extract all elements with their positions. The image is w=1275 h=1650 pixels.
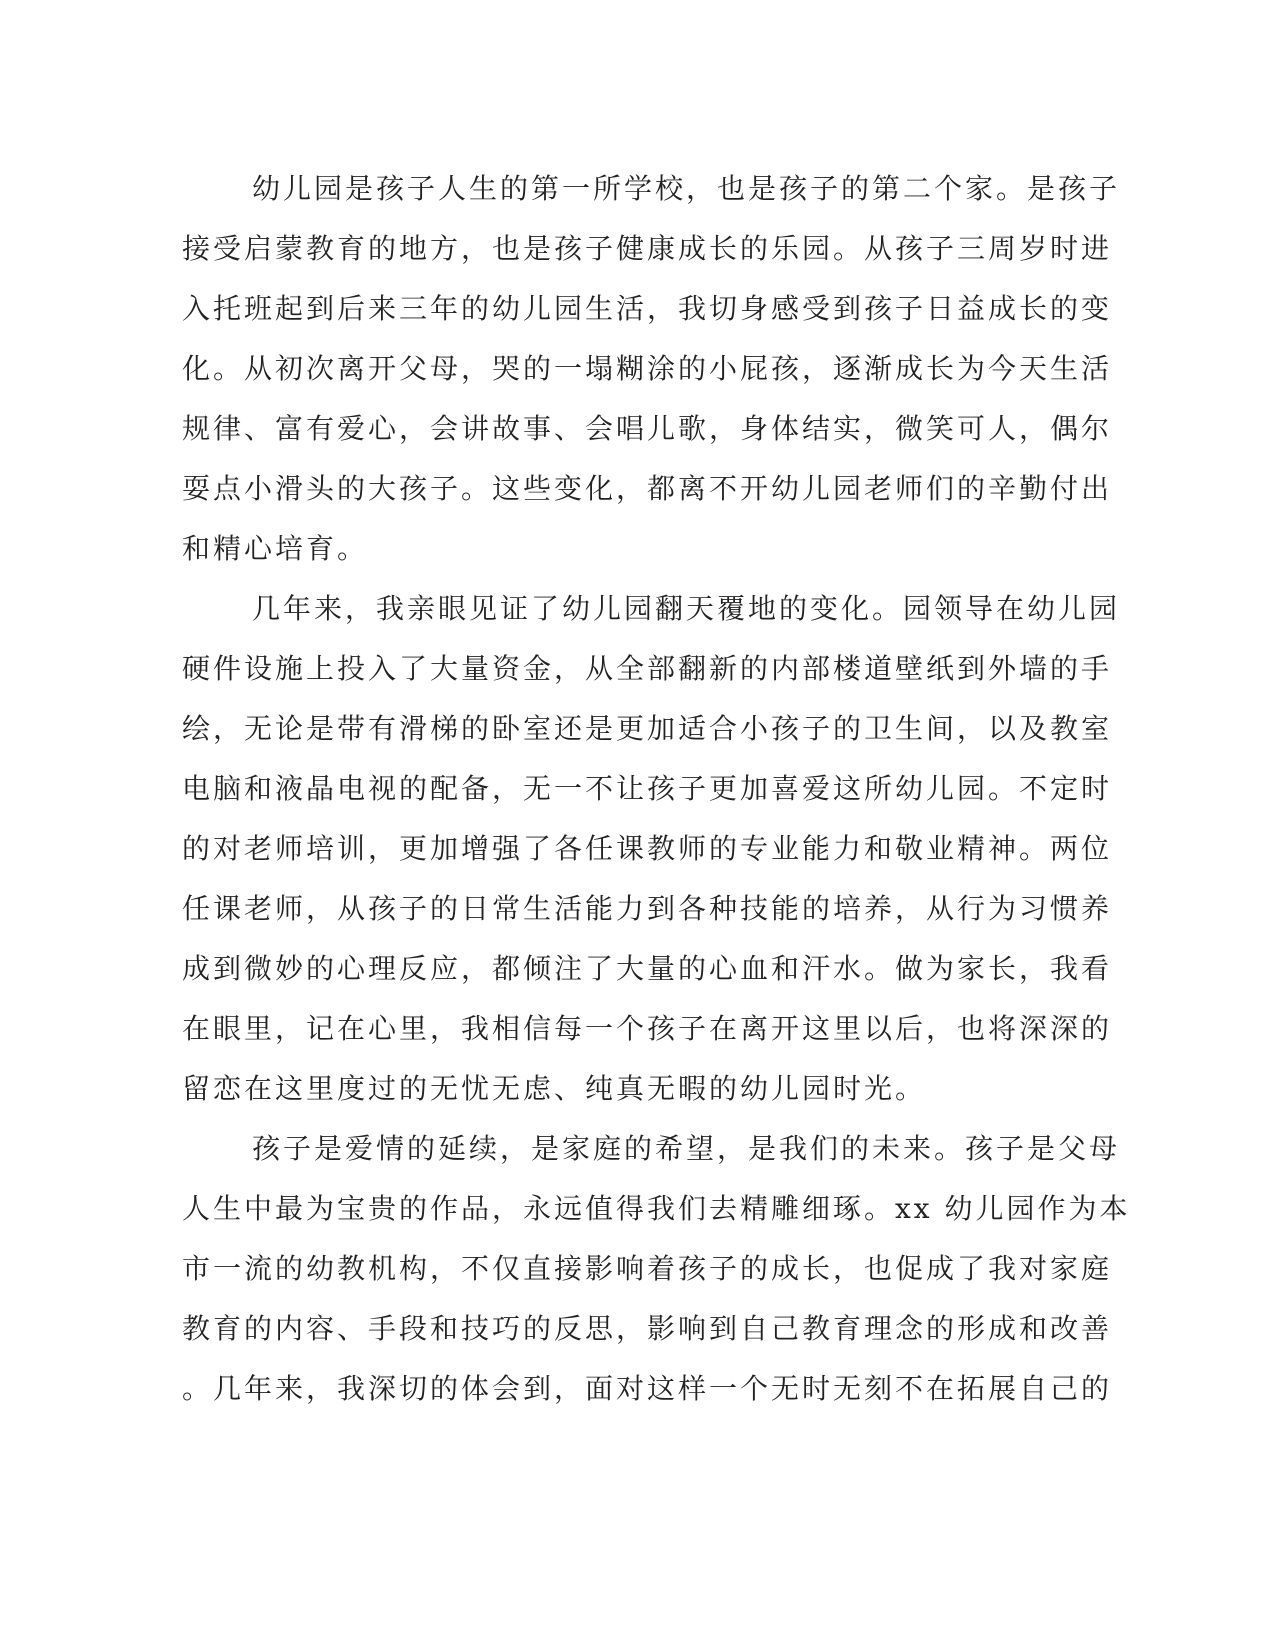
paragraph-2-line-3: 绘，无论是带有滑梯的卧室还是更加适合小孩子的卫生间，以及教室 bbox=[182, 712, 1113, 745]
paragraph-2-line-4: 电脑和液晶电视的配备，无一不让孩子更加喜爱这所幼儿园。不定时 bbox=[182, 772, 1113, 805]
paragraph-2-line-5: 的对老师培训，更加增强了各任课教师的专业能力和敬业精神。两位 bbox=[182, 832, 1113, 865]
paragraph-2-line-1: 几年来，我亲眼见证了幼儿园翻天覆地的变化。园领导在幼儿园 bbox=[252, 592, 1121, 625]
paragraph-2-line-8: 在眼里，记在心里，我相信每一个孩子在离开这里以后，也将深深的 bbox=[182, 1012, 1113, 1045]
paragraph-1-line-2: 接受启蒙教育的地方，也是孩子健康成长的乐园。从孩子三周岁时进 bbox=[182, 232, 1113, 265]
paragraph-3-line-5: 。几年来，我深切的体会到，面对这样一个无时无刻不在拓展自己的 bbox=[182, 1372, 1113, 1405]
paragraph-1-line-4: 化。从初次离开父母，哭的一塌糊涂的小屁孩，逐渐成长为今天生活 bbox=[182, 352, 1113, 385]
paragraph-3-line-1: 孩子是爱情的延续，是家庭的希望，是我们的未来。孩子是父母 bbox=[252, 1132, 1121, 1165]
paragraph-3-line-3: 市一流的幼教机构，不仅直接影响着孩子的成长，也促成了我对家庭 bbox=[182, 1252, 1113, 1285]
paragraph-1-line-7: 和精心培育。 bbox=[182, 532, 369, 565]
paragraph-1-line-6: 耍点小滑头的大孩子。这些变化，都离不开幼儿园老师们的辛勤付出 bbox=[182, 472, 1113, 505]
document-body bbox=[182, 159, 1131, 1419]
paragraph-3-line-4: 教育的内容、手段和技巧的反思，影响到自己教育理念的形成和改善 bbox=[182, 1312, 1113, 1345]
paragraph-2-line-9: 留恋在这里度过的无忧无虑、纯真无暇的幼儿园时光。 bbox=[182, 1072, 927, 1105]
paragraph-2-line-7: 成到微妙的心理反应，都倾注了大量的心血和汗水。做为家长，我看 bbox=[182, 952, 1113, 985]
paragraph-2-line-2: 硬件设施上投入了大量资金，从全部翻新的内部楼道壁纸到外墙的手 bbox=[182, 652, 1113, 685]
paragraph-3-line-2: 人生中最为宝贵的作品，永远值得我们去精雕细琢。xx 幼儿园作为本 bbox=[182, 1192, 1131, 1225]
paragraph-1-line-1: 幼儿园是孩子人生的第一所学校，也是孩子的第二个家。是孩子 bbox=[252, 172, 1121, 205]
paragraph-2-line-6: 任课老师，从孩子的日常生活能力到各种技能的培养，从行为习惯养 bbox=[182, 892, 1113, 925]
paragraph-1-line-3: 入托班起到后来三年的幼儿园生活，我切身感受到孩子日益成长的变 bbox=[182, 292, 1113, 325]
paragraph-1-line-5: 规律、富有爱心，会讲故事、会唱儿歌，身体结实，微笑可人，偶尔 bbox=[182, 412, 1113, 445]
